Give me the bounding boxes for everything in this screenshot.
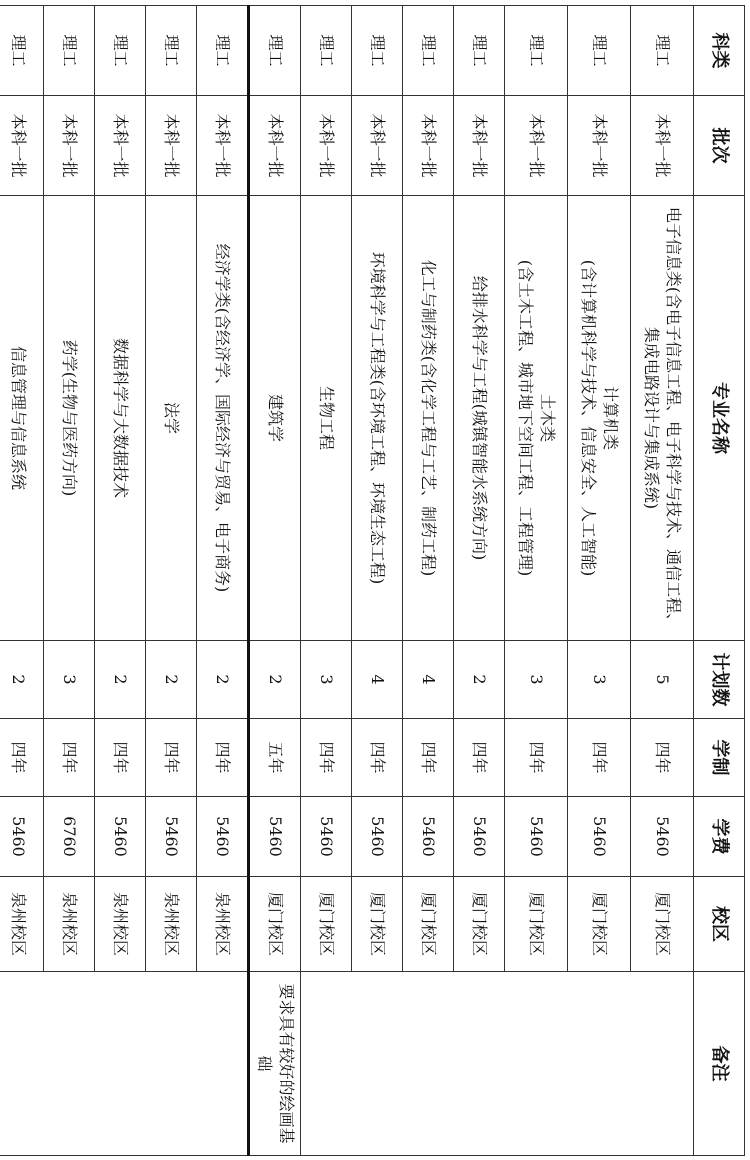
major-detail: 法学 xyxy=(161,401,181,434)
cell-plan: 2 xyxy=(0,641,44,719)
cell-major xyxy=(454,196,505,641)
cell-tuition: 5460 xyxy=(631,797,694,877)
header-years: 学制 xyxy=(694,719,745,797)
cell-major xyxy=(568,196,631,641)
cell-plan: 2 xyxy=(95,641,146,719)
cell-batch: 本科一批 xyxy=(505,96,568,196)
cell-category: 理工 xyxy=(454,6,505,96)
cell-category: 理工 xyxy=(0,6,44,96)
cell-years: 四年 xyxy=(95,719,146,797)
cell-years: 四年 xyxy=(146,719,197,797)
cell-tuition: 5460 xyxy=(454,797,505,877)
cell-category: 理工 xyxy=(301,6,352,96)
cell-tuition: 5460 xyxy=(505,797,568,877)
cell-batch: 本科一批 xyxy=(352,96,403,196)
header-batch: 批次 xyxy=(694,96,745,196)
cell-major xyxy=(197,196,249,641)
cell-major xyxy=(505,196,568,641)
cell-batch: 本科一批 xyxy=(249,96,301,196)
cell-category: 理工 xyxy=(197,6,249,96)
cell-tuition: 5460 xyxy=(301,797,352,877)
cell-category: 理工 xyxy=(568,6,631,96)
major-detail: 信息管理与信息系统 xyxy=(8,345,28,490)
cell-tuition: 5460 xyxy=(197,797,249,877)
cell-campus: 泉州校区 xyxy=(197,877,249,972)
cell-category: 理工 xyxy=(249,6,301,96)
cell-plan: 4 xyxy=(352,641,403,719)
cell-batch: 本科一批 xyxy=(631,96,694,196)
cell-campus: 厦门校区 xyxy=(454,877,505,972)
header-category: 科类 xyxy=(694,6,745,96)
cell-major xyxy=(301,196,352,641)
table-row xyxy=(631,6,694,1156)
cell-category: 理工 xyxy=(95,6,146,96)
cell-years: 四年 xyxy=(631,719,694,797)
major-detail: 建筑学 xyxy=(265,393,285,442)
header-campus: 校区 xyxy=(694,877,745,972)
cell-major xyxy=(146,196,197,641)
cell-major xyxy=(44,196,95,641)
major-detail: 环境科学与工程类(含环境工程、环境生态工程) xyxy=(367,251,387,585)
table-header-row xyxy=(694,6,745,1156)
header-note: 备注 xyxy=(694,972,745,1156)
major-title: 土木类 xyxy=(537,393,557,442)
cell-plan: 2 xyxy=(454,641,505,719)
cell-plan: 2 xyxy=(249,641,301,719)
cell-campus: 厦门校区 xyxy=(249,877,301,972)
cell-campus: 厦门校区 xyxy=(403,877,454,972)
cell-major xyxy=(249,196,301,641)
cell-campus: 厦门校区 xyxy=(631,877,694,972)
cell-years: 四年 xyxy=(44,719,95,797)
cell-tuition: 5460 xyxy=(95,797,146,877)
major-detail: 药学(生物与医药方向) xyxy=(59,339,79,497)
cell-major xyxy=(631,196,694,641)
cell-plan: 3 xyxy=(568,641,631,719)
cell-major xyxy=(352,196,403,641)
cell-category: 理工 xyxy=(505,6,568,96)
cell-plan: 3 xyxy=(301,641,352,719)
cell-category: 理工 xyxy=(631,6,694,96)
cell-plan: 5 xyxy=(631,641,694,719)
cell-years: 四年 xyxy=(301,719,352,797)
cell-major xyxy=(95,196,146,641)
header-plan: 计划数 xyxy=(694,641,745,719)
cell-note-empty-quanzhou xyxy=(0,972,249,1156)
major-detail: (含计算机科学与技术、信息安全、人工智能) xyxy=(579,259,598,577)
cell-years: 四年 xyxy=(403,719,454,797)
cell-batch: 本科一批 xyxy=(146,96,197,196)
cell-campus: 泉州校区 xyxy=(95,877,146,972)
cell-campus: 泉州校区 xyxy=(0,877,44,972)
cell-years: 四年 xyxy=(505,719,568,797)
cell-campus: 厦门校区 xyxy=(301,877,352,972)
cell-campus: 厦门校区 xyxy=(352,877,403,972)
cell-tuition: 5460 xyxy=(146,797,197,877)
major-title: 计算机类 xyxy=(600,385,620,450)
cell-major xyxy=(403,196,454,641)
cell-category: 理工 xyxy=(146,6,197,96)
header-major: 专业名称 xyxy=(694,196,745,641)
cell-batch: 本科一批 xyxy=(403,96,454,196)
cell-batch: 本科一批 xyxy=(95,96,146,196)
cell-tuition: 5460 xyxy=(403,797,454,877)
cell-category: 理工 xyxy=(44,6,95,96)
cell-batch: 本科一批 xyxy=(301,96,352,196)
cell-years: 四年 xyxy=(568,719,631,797)
cell-tuition: 5460 xyxy=(352,797,403,877)
cell-batch: 本科一批 xyxy=(568,96,631,196)
rotated-page xyxy=(5,5,745,1155)
major-detail: 电子信息类(含电子信息工程、电子科学与技术、通信工程、集成电路设计与集成系统) xyxy=(642,206,683,630)
cell-category: 理工 xyxy=(352,6,403,96)
major-detail: 给排水科学与工程(城镇智能水系统方向) xyxy=(469,275,489,561)
table-row xyxy=(197,6,249,1156)
cell-tuition: 5460 xyxy=(0,797,44,877)
cell-batch: 本科一批 xyxy=(197,96,249,196)
cell-tuition: 6760 xyxy=(44,797,95,877)
cell-major xyxy=(0,196,44,641)
cell-campus: 泉州校区 xyxy=(146,877,197,972)
header-tuition: 学费 xyxy=(694,797,745,877)
cell-campus: 厦门校区 xyxy=(568,877,631,972)
cell-category: 理工 xyxy=(403,6,454,96)
cell-batch: 本科一批 xyxy=(44,96,95,196)
enrollment-plan-table xyxy=(0,5,745,1156)
cell-plan: 2 xyxy=(197,641,249,719)
major-detail: (含土木工程、城市地下空间工程、工程管理) xyxy=(516,259,535,577)
major-detail: 化工与制药类(含化学工程与工艺、制药工程) xyxy=(418,259,438,577)
cell-tuition: 5460 xyxy=(249,797,301,877)
cell-note-empty-xiamen xyxy=(301,972,694,1156)
table-row xyxy=(249,6,301,1156)
cell-years: 四年 xyxy=(352,719,403,797)
major-detail: 数据科学与大数据技术 xyxy=(110,337,130,498)
cell-tuition: 5460 xyxy=(568,797,631,877)
cell-years: 四年 xyxy=(197,719,249,797)
cell-plan: 3 xyxy=(44,641,95,719)
cell-plan: 4 xyxy=(403,641,454,719)
major-detail: 生物工程 xyxy=(316,385,336,450)
cell-note: 要求具有较好的绘画基础 xyxy=(249,972,301,1156)
cell-years: 四年 xyxy=(0,719,44,797)
cell-batch: 本科一批 xyxy=(454,96,505,196)
cell-campus: 厦门校区 xyxy=(505,877,568,972)
cell-years: 四年 xyxy=(454,719,505,797)
cell-plan: 2 xyxy=(146,641,197,719)
major-detail: 经济学类(含经济学、国际经济与贸易、电子商务) xyxy=(212,243,232,593)
cell-years: 五年 xyxy=(249,719,301,797)
cell-campus: 泉州校区 xyxy=(44,877,95,972)
cell-plan: 3 xyxy=(505,641,568,719)
cell-batch: 本科一批 xyxy=(0,96,44,196)
